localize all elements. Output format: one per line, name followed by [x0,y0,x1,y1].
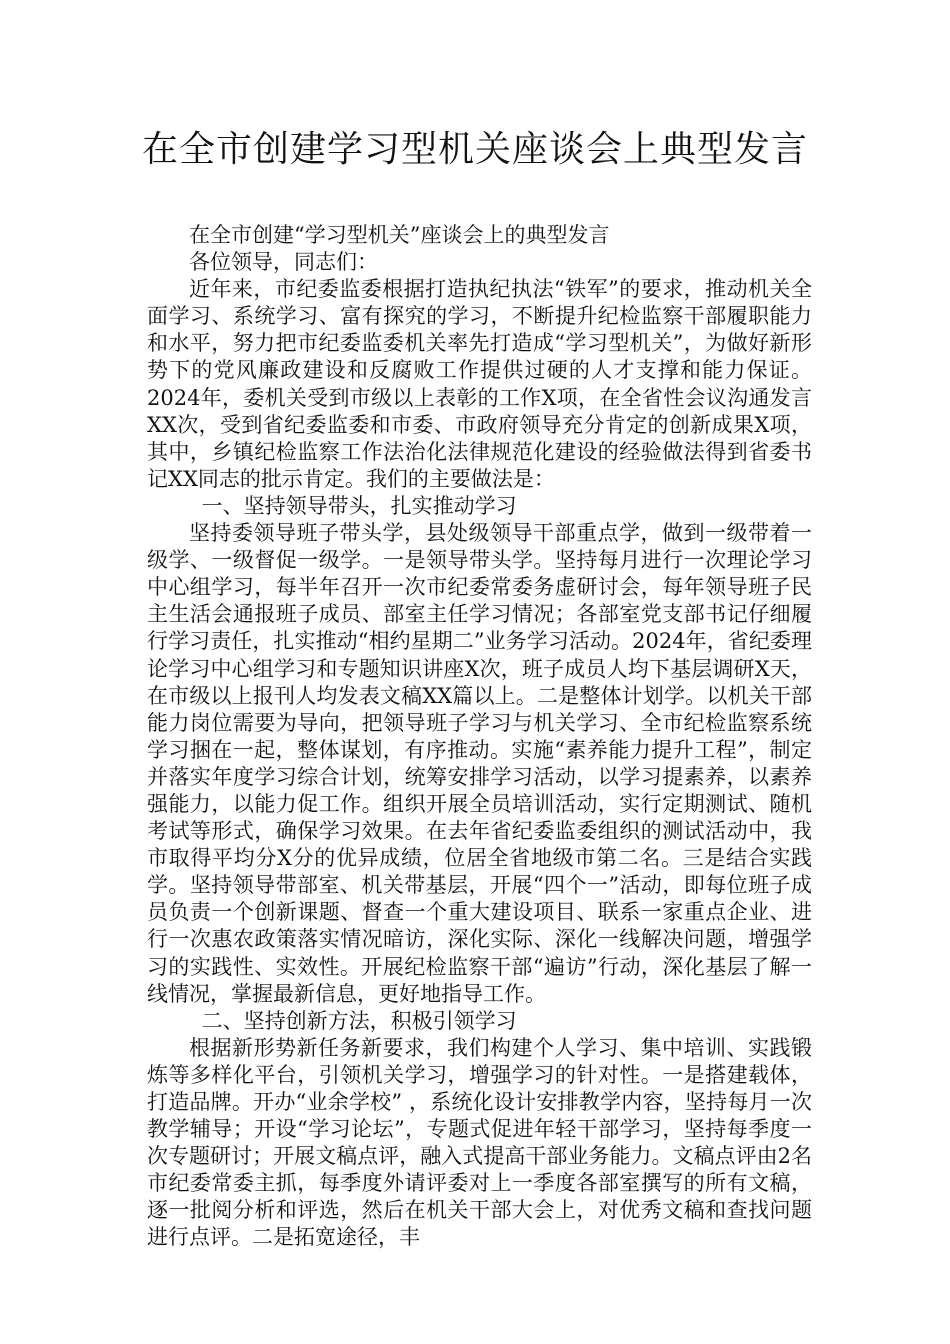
salutation: 各位领导，同志们： [189,250,378,275]
document-subtitle: 在全市创建“学习型机关”座谈会上的典型发言 [189,223,610,247]
body-paragraph: 根据新形势新任务新要求，我们构建个人学习、集中培训、实践锻炼等多样化平台，引领机关学习，增强学习的针对性。一是搭建载体，打造品牌。开办“业余学校” ，系统化设计安排教学内容，坚持每月一次教学辅导；开设“学习论坛”，专题式促进年轻干部学习，坚持每季度一次专题研讨；开展文稿点评，融入式提高干部业务能力。文稿点评由2名市纪委常委主抓，每季度外请评委对上一季度各部室撰写的所有文稿，逐一批阅分析和评选，然后在机关干部大会上，对优秀文稿和查找问题进行点评。二是拓宽途径，丰 [147,1035,812,1250]
document-body [147,222,812,1252]
document-title: 在全市创建学习型机关座谈会上典型发言 [141,129,808,170]
section-heading: 一、坚持领导带头，扎实推动学习 [201,493,517,518]
section-heading: 二、坚持创新方法，积极引领学习 [201,1008,517,1033]
body-paragraph: 坚持委领导班子带头学，县处级领导干部重点学，做到一级带着一级学、一级督促一级学。一是领导带头学。坚持每月进行一次理论学习中心组学习，每半年召开一次市纪委常委务虚研讨会，每年领导班子民主生活会通报班子成员、部室主任学习情况；各部室党支部书记仔细履行学习责任，扎实推动“相约星期二”业务学习活动。2024年，省纪委理论学习中心组学习和专题知识讲座X次，班子成员人均下基层调研X天，在市级以上报刊人均发表文稿XX篇以上。二是整体计划学。以机关干部能力岗位需要为导向，把领导班子学习与机关学习、全市纪检监察系统学习捆在一起，整体谋划，有序推动。实施“素养能力提升工程”，制定并落实年度学习综合计划，统筹安排学习活动，以学习提素养，以素养强能力，以能力促工作。组织开展全员培训活动，实行定期测试、随机考试等形式，确保学习效果。在去年省纪委监委组织的测试活动中，我市取得平均分X分的优异成绩，位居全省地级市第二名。三是结合实践学。坚持领导带部室、机关带基层，开展“四个一”活动，即每位班子成员负责一个创新课题、督查一个重大建设项目、联系一家重点企业、进行一次惠农政策落实情况暗访，深化实际、深化一线解决问题，增强学习的实践性、实效性。开展纪检监察干部“遍访”行动，深化基层了解一线情况，掌握最新信息，更好地指导工作。 [147,521,812,1006]
body-paragraph: 近年来，市纪委监委根据打造执纪执法“铁军”的要求，推动机关全面学习、系统学习、富有探究的学习，不断提升纪检监察干部履职能力和水平，努力把市纪委监委机关率先打造成“学习型机关”，为做好新形势下的党风廉政建设和反腐败工作提供过硬的人才支撑和能力保证。2024年，委机关受到市级以上表彰的工作X项，在全省性会议沟通发言XX次，受到省纪委监委和市委、市政府领导充分肯定的创新成果X项，其中，乡镇纪检监察工作法治化法律规范化建设的经验做法得到省委书记XX同志的批示肯定。我们的主要做法是： [147,277,812,491]
